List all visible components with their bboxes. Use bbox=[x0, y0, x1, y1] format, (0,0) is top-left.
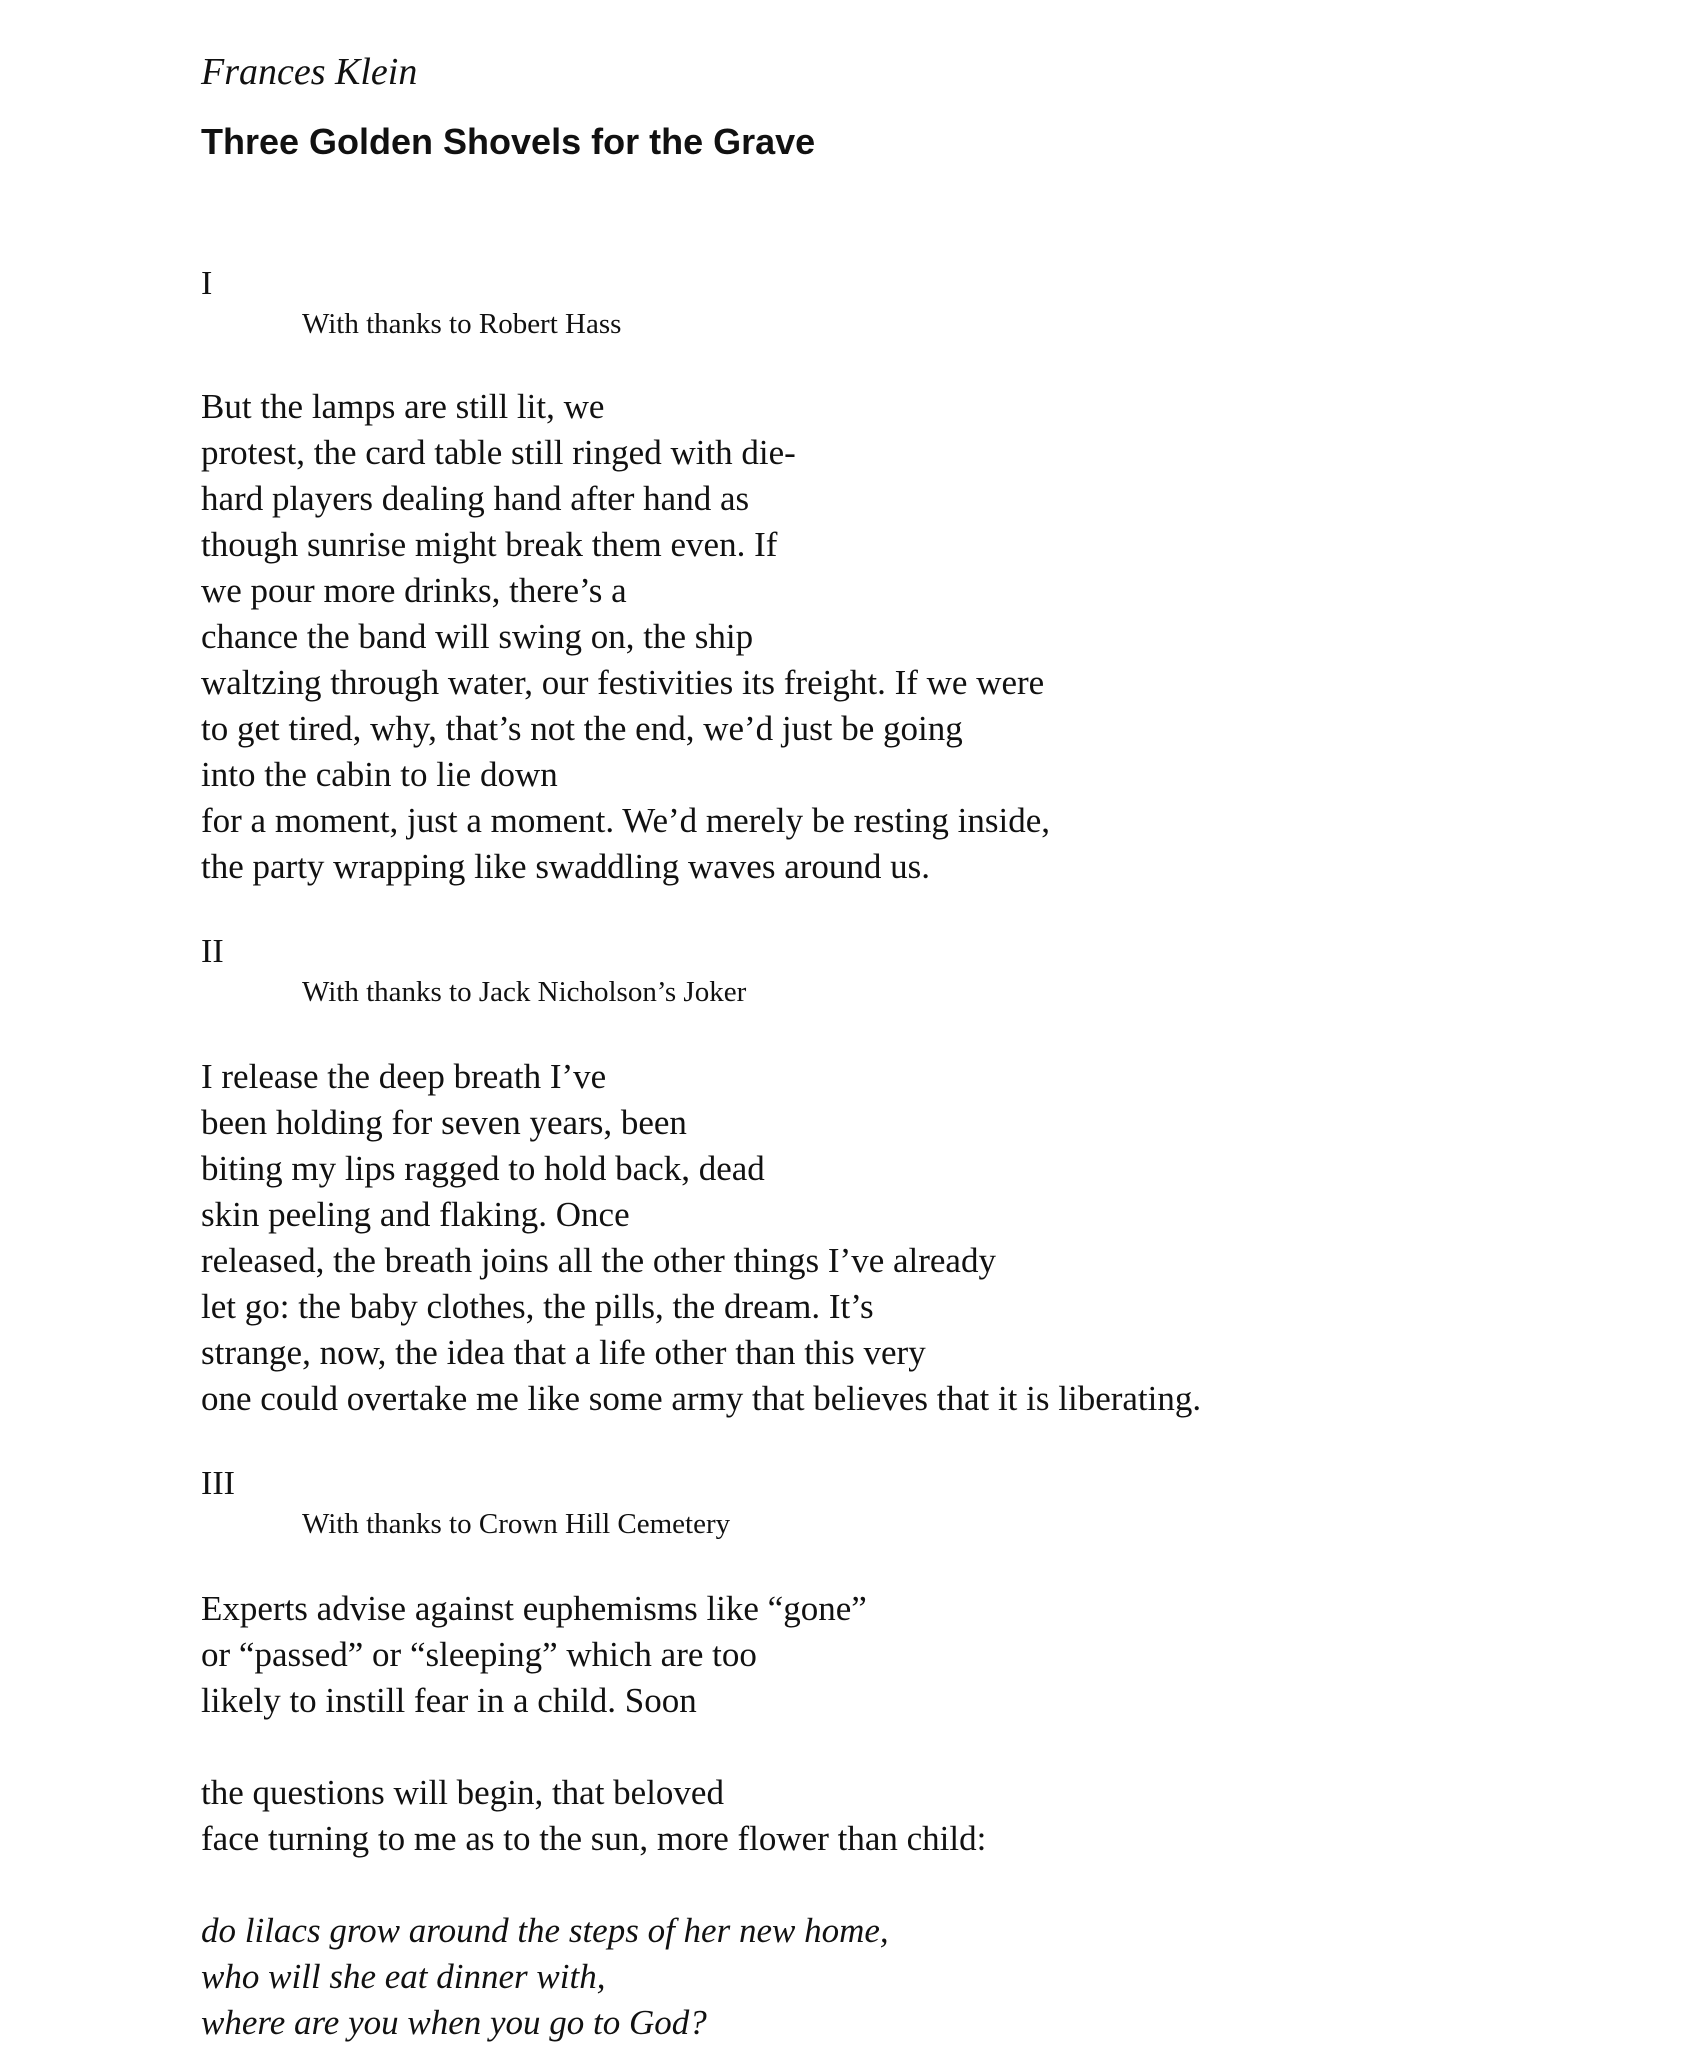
poem-line: one could overtake me like some army that believes that it is liberating. bbox=[201, 1379, 1202, 1418]
poem-line: we pour more drinks, there’s a bbox=[201, 571, 627, 610]
section-1-numeral: I bbox=[201, 265, 213, 302]
poem-line: the questions will begin, that beloved bbox=[201, 1773, 724, 1812]
poem-line-italic: where are you when you go to God? bbox=[201, 2003, 707, 2042]
poem-line: waltzing through water, our festivities its freight. If we were bbox=[201, 663, 1045, 702]
poem-line: though sunrise might break them even. If bbox=[201, 525, 778, 564]
poem-line: likely to instill fear in a child. Soon bbox=[201, 1681, 697, 1720]
section-2-stanza-1 bbox=[201, 1054, 1201, 1422]
poem-line: skin peeling and flaking. Once bbox=[201, 1195, 630, 1234]
poem-line: released, the breath joins all the other things I’ve already bbox=[201, 1241, 996, 1280]
section-3-dedication: With thanks to Crown Hill Cemetery bbox=[302, 1508, 731, 1540]
poem-line: the party wrapping like swaddling waves around us. bbox=[201, 847, 931, 886]
section-3-stanza-3 bbox=[201, 1908, 889, 2046]
poem-line-italic: do lilacs grow around the steps of her new home, bbox=[201, 1911, 889, 1950]
section-3-numeral: III bbox=[201, 1465, 235, 1502]
poem-line: strange, now, the idea that a life other than this very bbox=[201, 1333, 926, 1372]
poem-line: let go: the baby clothes, the pills, the dream. It’s bbox=[201, 1287, 874, 1326]
poem-line: hard players dealing hand after hand as bbox=[201, 479, 750, 518]
poem-line: or “passed” or “sleeping” which are too bbox=[201, 1635, 757, 1674]
poem-line: But the lamps are still lit, we bbox=[201, 387, 605, 426]
section-1-dedication: With thanks to Robert Hass bbox=[302, 308, 622, 340]
poem-line-italic: who will she eat dinner with, bbox=[201, 1957, 606, 1996]
poem-line: face turning to me as to the sun, more flower than child: bbox=[201, 1819, 987, 1858]
poem-line: protest, the card table still ringed with die- bbox=[201, 433, 796, 472]
poem-line: to get tired, why, that’s not the end, we’d just be going bbox=[201, 709, 963, 748]
section-2-dedication: With thanks to Jack Nicholson’s Joker bbox=[302, 976, 747, 1008]
section-3-stanza-1 bbox=[201, 1586, 867, 1724]
section-1-stanza-1 bbox=[201, 384, 1050, 890]
author-name: Frances Klein bbox=[201, 51, 418, 93]
poem-line: I release the deep breath I’ve bbox=[201, 1057, 607, 1096]
poem-line: into the cabin to lie down bbox=[201, 755, 558, 794]
section-2-numeral: II bbox=[201, 933, 224, 970]
poem-line: chance the band will swing on, the ship bbox=[201, 617, 754, 656]
poem-title: Three Golden Shovels for the Grave bbox=[201, 121, 816, 162]
poem-line: been holding for seven years, been bbox=[201, 1103, 687, 1142]
poem-line: biting my lips ragged to hold back, dead bbox=[201, 1149, 765, 1188]
poem-line: for a moment, just a moment. We’d merely be resting inside, bbox=[201, 801, 1050, 840]
section-3-stanza-2 bbox=[201, 1770, 986, 1862]
poem-line: Experts advise against euphemisms like “gone” bbox=[201, 1589, 867, 1628]
